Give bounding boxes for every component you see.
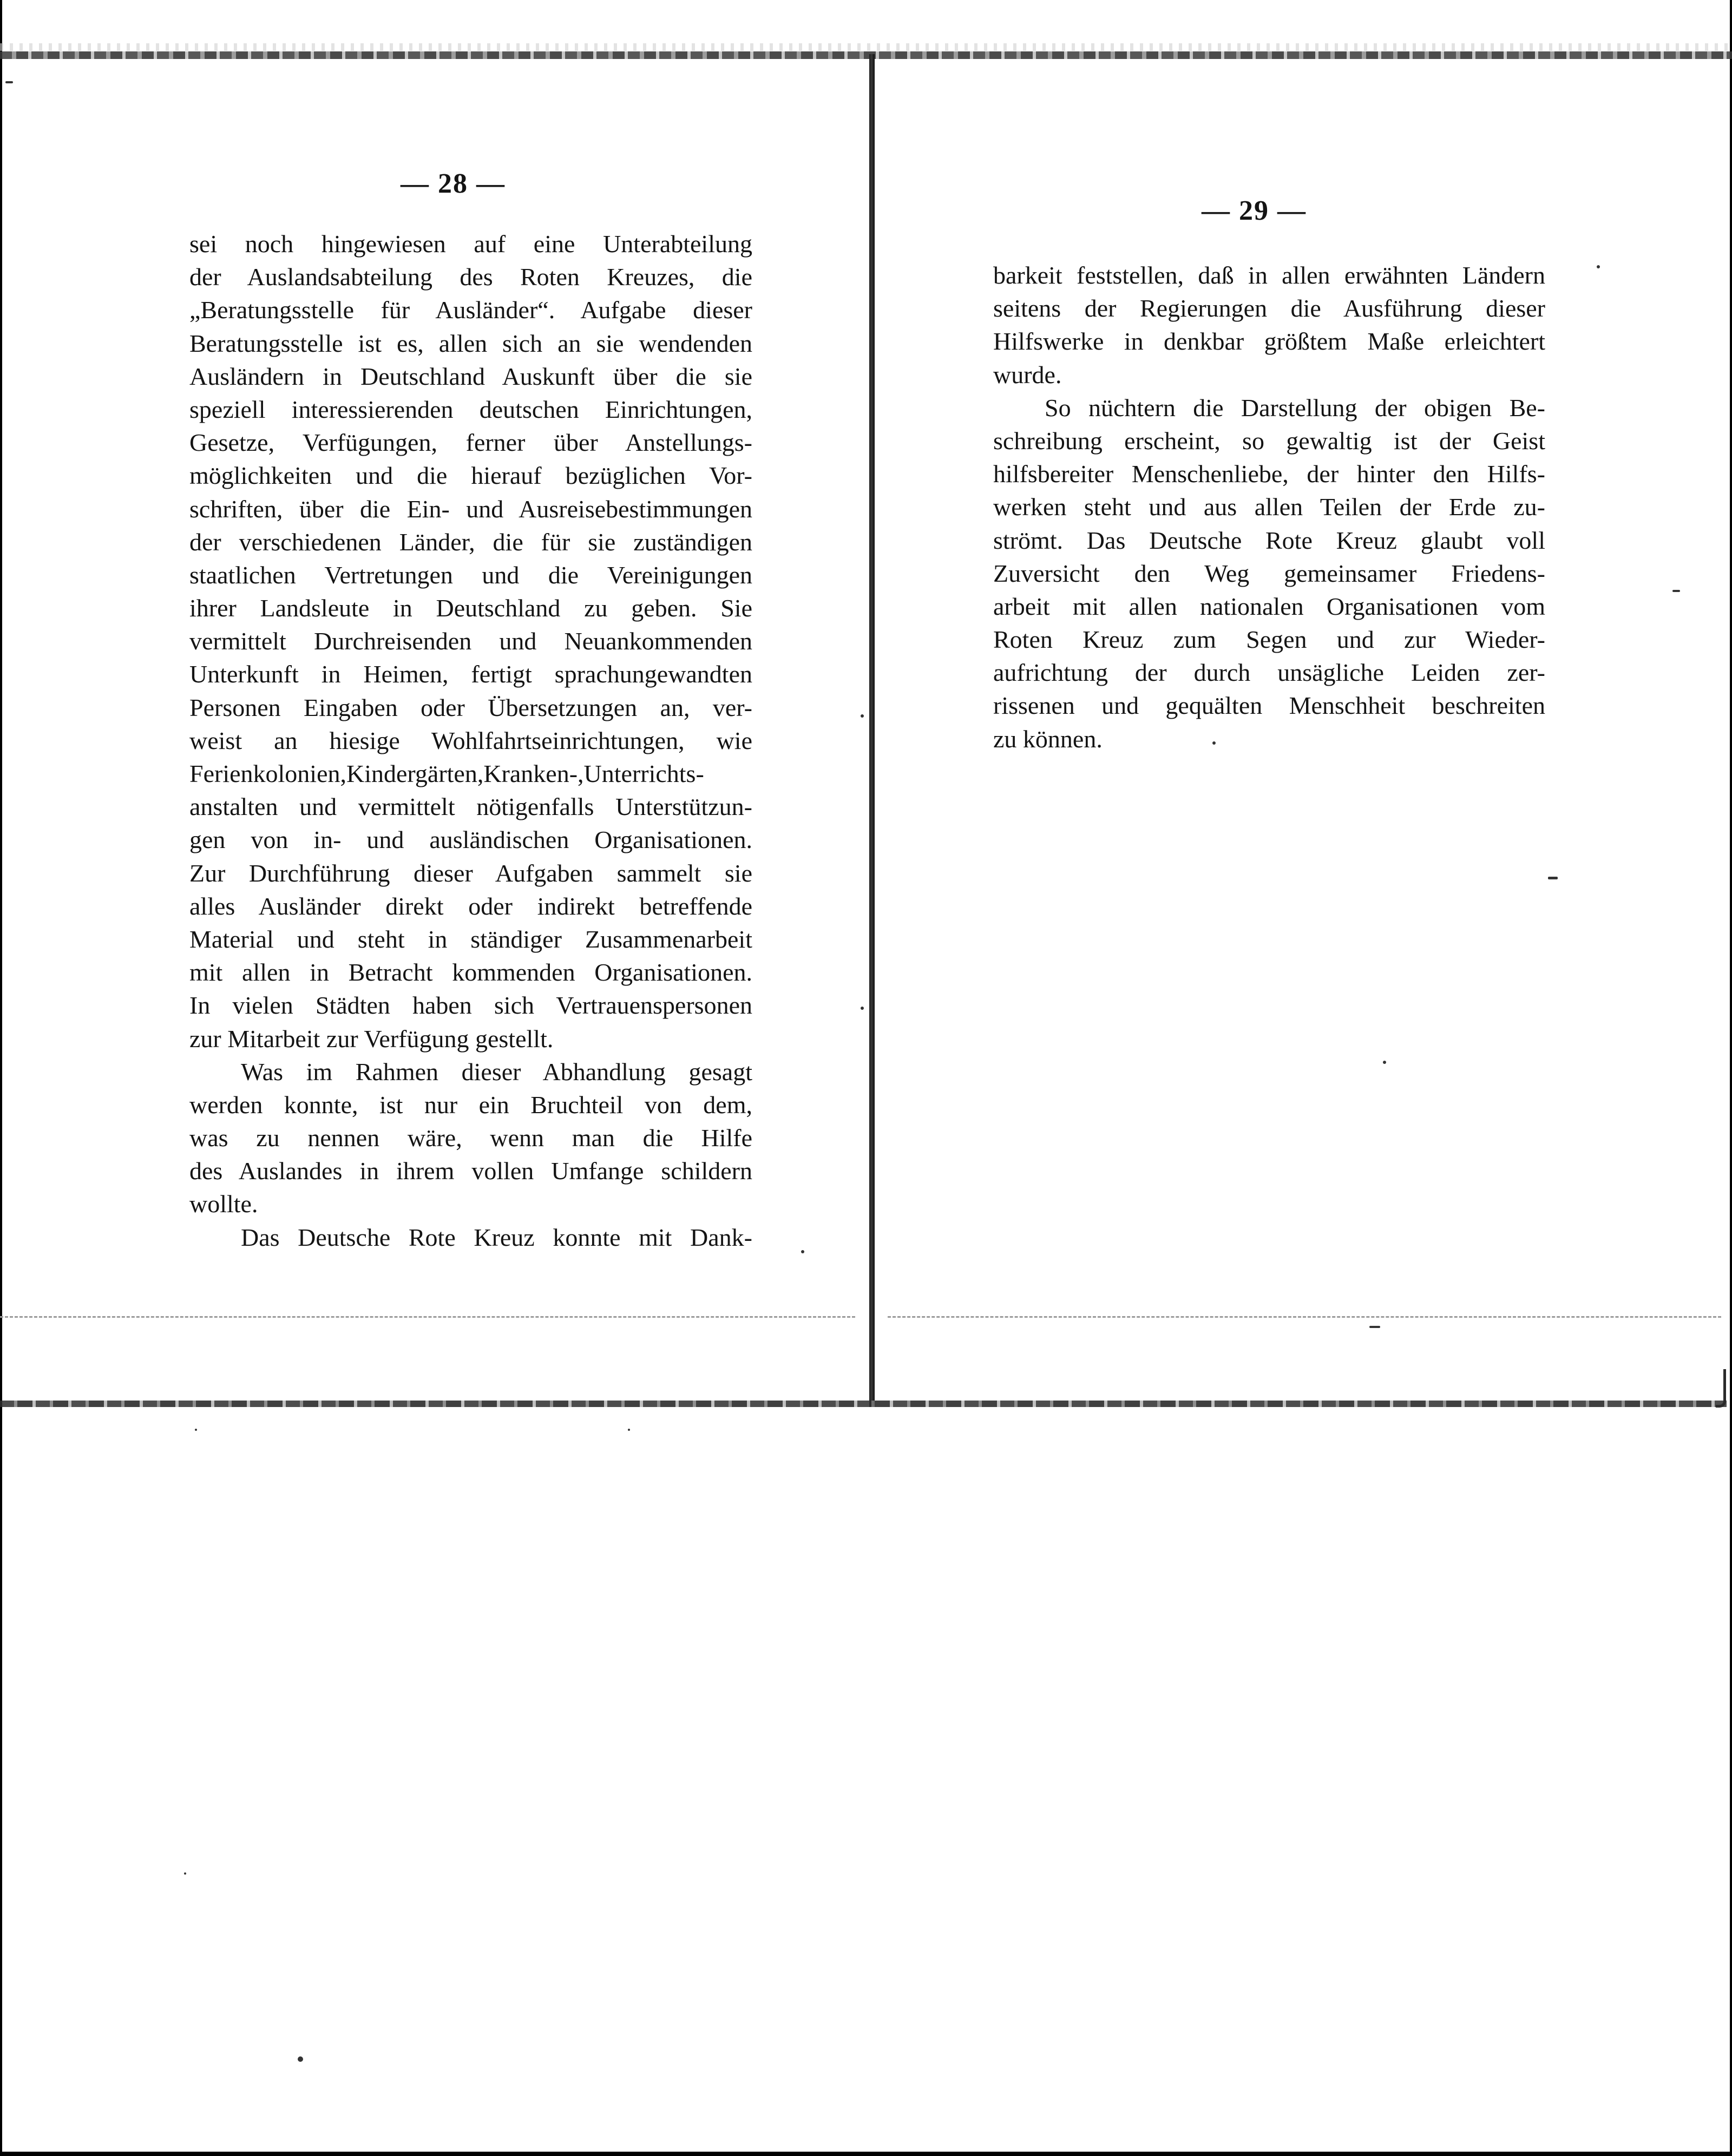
text-line: In vielen Städten haben sich Vertrauenspersonen bbox=[189, 991, 752, 1020]
fold-line-left bbox=[0, 1316, 855, 1318]
text-line: staatlichen Vertretungen und die Vereinigungen bbox=[189, 561, 752, 589]
text-line: Zur Durchführung dieser Aufgaben sammelt sie bbox=[189, 859, 752, 887]
text-line: So nüchtern die Darstellung der obigen Be- bbox=[1045, 393, 1545, 422]
text-line: wollte. bbox=[189, 1190, 258, 1218]
text-line: rissenen und gequälten Menschheit beschreiten bbox=[993, 692, 1545, 720]
text-line: schriften, über die Ein- und Ausreisebestimmungen bbox=[189, 495, 752, 523]
text-line: arbeit mit allen nationalen Organisationen vom bbox=[993, 592, 1545, 620]
text-line: Ausländern in Deutschland Auskunft über die sie bbox=[189, 362, 752, 390]
book-gutter bbox=[869, 54, 875, 1407]
text-line: werken steht und aus allen Teilen der Erde zu- bbox=[993, 493, 1545, 521]
text-line: Material und steht in ständiger Zusammenarbeit bbox=[189, 925, 752, 953]
text-line: Was im Rahmen dieser Abhandlung gesagt bbox=[241, 1057, 752, 1086]
text-line: zu können. bbox=[993, 725, 1103, 753]
scan-speck bbox=[195, 1429, 197, 1431]
text-line: aufrichtung der durch unsägliche Leiden zer- bbox=[993, 659, 1545, 687]
text-line: des Auslandes in ihrem vollen Umfange schildern bbox=[189, 1157, 752, 1185]
text-line: Zuversicht den Weg gemeinsamer Friedens- bbox=[993, 559, 1545, 587]
scan-speck bbox=[861, 714, 864, 718]
page-number-right: — 29 — bbox=[1202, 195, 1307, 226]
text-line: Beratungsstelle ist es, allen sich an sie wendenden bbox=[189, 329, 752, 357]
scan-speck bbox=[5, 81, 13, 83]
text-line: anstalten und vermittelt nötigenfalls Unterstützun- bbox=[189, 793, 752, 821]
text-line: Roten Kreuz zum Segen und zur Wieder- bbox=[993, 626, 1545, 654]
scan-top-noise bbox=[0, 43, 1732, 51]
scan-speck bbox=[1383, 1061, 1386, 1064]
text-line: schreibung erscheint, so gewaltig ist der Geist bbox=[993, 426, 1545, 455]
text-line: speziell interessierenden deutschen Einrichtungen, bbox=[189, 395, 752, 423]
right-page-text bbox=[993, 259, 1545, 755]
scan-speck bbox=[1548, 877, 1558, 879]
text-line: Unterkunft in Heimen, fertigt sprachungewandten bbox=[189, 660, 752, 688]
page-number-left: — 28 — bbox=[401, 168, 506, 199]
text-line: alles Ausländer direkt oder indirekt betreffende bbox=[189, 892, 752, 920]
scan-speck bbox=[1369, 1326, 1380, 1328]
text-line: gen von in- und ausländischen Organisationen. bbox=[189, 826, 752, 854]
scan-speck bbox=[1672, 590, 1680, 592]
text-line: vermittelt Durchreisenden und Neuankommenden bbox=[189, 627, 752, 655]
text-line: werden konnte, ist nur ein Bruchteil von dem, bbox=[189, 1090, 752, 1119]
text-line: Ferienkolonien,Kindergärten,Kranken-,Unterrichts- bbox=[189, 760, 704, 787]
text-line: hilfsbereiter Menschenliebe, der hinter den Hilfs- bbox=[993, 460, 1545, 488]
text-line: barkeit feststellen, daß in allen erwähnten Ländern bbox=[993, 261, 1545, 289]
scan-edge-left bbox=[0, 0, 2, 2156]
page-corner-curl bbox=[1716, 1369, 1726, 1408]
text-line: ihrer Landsleute in Deutschland zu geben. Sie bbox=[189, 594, 752, 622]
text-line: der Auslandsabteilung des Roten Kreuzes, die bbox=[189, 263, 752, 291]
fold-line-right bbox=[888, 1316, 1721, 1318]
text-line: zur Mitarbeit zur Verfügung gestellt. bbox=[189, 1024, 554, 1053]
scan-speck bbox=[628, 1429, 630, 1431]
text-line: strömt. Das Deutsche Rote Kreuz glaubt voll bbox=[993, 526, 1545, 554]
scan-speck bbox=[861, 1007, 864, 1010]
scan-edge-right bbox=[1730, 0, 1732, 2156]
text-line: mit allen in Betracht kommenden Organisationen. bbox=[189, 958, 752, 987]
text-line: möglichkeiten und die hierauf bezüglichen Vor- bbox=[189, 462, 752, 490]
text-line: weist an hiesige Wohlfahrtseinrichtungen, wie bbox=[189, 726, 752, 754]
text-line: Das Deutsche Rote Kreuz konnte mit Dank- bbox=[241, 1223, 752, 1251]
page-top-edge bbox=[0, 51, 1732, 59]
page-bottom-edge bbox=[0, 1401, 1727, 1407]
text-line: wurde. bbox=[993, 360, 1062, 389]
scan-speck bbox=[298, 2056, 303, 2062]
scan-speck bbox=[184, 1872, 186, 1875]
text-line: Gesetze, Verfügungen, ferner über Anstellungs- bbox=[189, 429, 752, 457]
text-line: „Beratungsstelle für Ausländer“. Aufgabe dieser bbox=[189, 296, 752, 324]
text-line: Personen Eingaben oder Übersetzungen an, ver- bbox=[189, 693, 752, 721]
scan-speck bbox=[801, 1250, 804, 1253]
text-line: der verschiedenen Länder, die für sie zuständigen bbox=[189, 528, 752, 556]
text-line: was zu nennen wäre, wenn man die Hilfe bbox=[189, 1124, 752, 1152]
left-page-text bbox=[189, 227, 752, 1254]
text-line: seitens der Regierungen die Ausführung dieser bbox=[993, 294, 1545, 323]
text-line: sei noch hingewiesen auf eine Unterabteilung bbox=[189, 230, 752, 258]
scan-edge-bottom bbox=[0, 2152, 1732, 2156]
text-line: Hilfswerke in denkbar größtem Maße erleichtert bbox=[993, 327, 1545, 356]
scan-speck bbox=[1597, 265, 1600, 268]
